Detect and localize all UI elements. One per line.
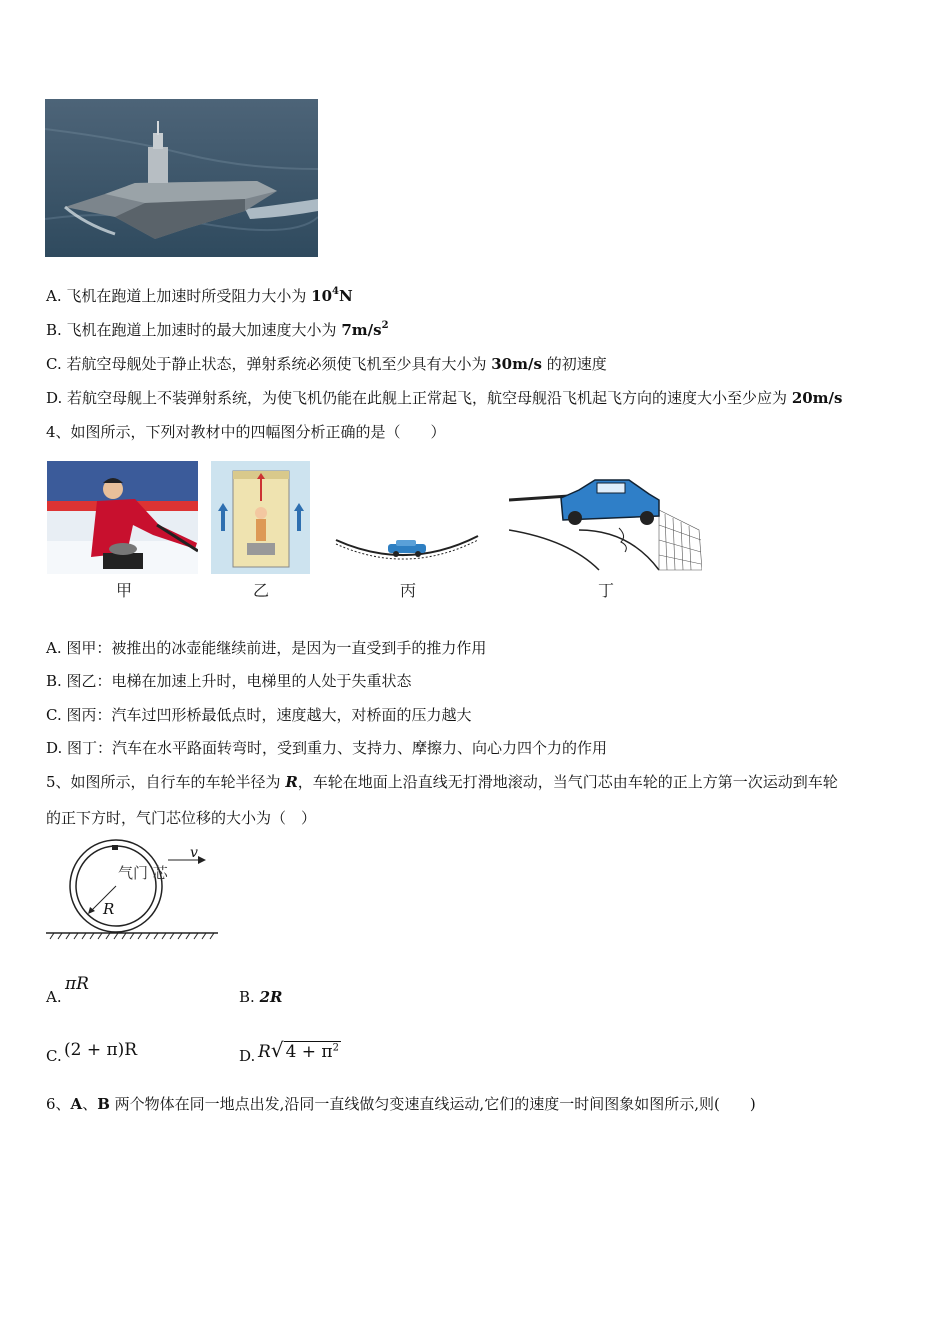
q4-option-d: D. 图丁：汽车在水平路面转弯时，受到重力、支持力、摩擦力、向心力四个力的作用 xyxy=(46,739,608,757)
q3-option-d: D. 若航空母舰上不装弹射系统，为使飞机仍能在此舰上正常起飞，航空母舰沿飞机起飞方向的速度大小至少应为 20m/s xyxy=(46,389,843,407)
q5-option-c-math: (2 + π)R xyxy=(64,1040,138,1060)
q5-stem-line1: 5、如图所示，自行车的车轮半径为 R，车轮在地面上沿直线无打滑地滚动，当气门芯由车轮的正上方第一次运动到车轮 xyxy=(46,773,838,791)
elevator-figure xyxy=(211,461,310,574)
q3-option-b: B. 飞机在跑道上加速时的最大加速度大小为 $7m/s^2$ xyxy=(46,320,389,339)
q4-stem: 4、如图所示，下列对教材中的四幅图分析正确的是（ ） xyxy=(46,423,446,441)
q4-option-c: C. 图丙：汽车过凹形桥最低点时，速度越大，对桥面的压力越大 xyxy=(46,706,472,724)
q4-option-a: A. 图甲：被推出的冰壶能继续前进，是因为一直受到手的推力作用 xyxy=(46,639,487,657)
radius-label: R xyxy=(103,900,115,918)
valve-core-label: 气门 芯 xyxy=(118,864,168,882)
concave-bridge-figure xyxy=(334,530,480,566)
q3-option-a: A. 飞机在跑道上加速时所受阻力大小为 $10^4N$ xyxy=(46,286,353,305)
q5-option-d-math: R√ $4 + \pi^2$ xyxy=(258,1038,339,1062)
caption-jia: 甲 xyxy=(116,581,133,600)
caption-bing: 丙 xyxy=(400,581,417,600)
q5-option-a-math: πR xyxy=(65,974,89,994)
caption-yi: 乙 xyxy=(253,581,270,600)
car-turning-figure xyxy=(509,470,702,574)
velocity-label: v xyxy=(190,845,198,861)
q5-option-a-label: A. xyxy=(46,988,62,1006)
q5-option-c-label: C. xyxy=(46,1047,62,1065)
curling-figure xyxy=(47,461,198,574)
q4-option-b: B. 图乙：电梯在加速上升时，电梯里的人处于失重状态 xyxy=(46,672,412,690)
aircraft-carrier-photo xyxy=(45,99,318,257)
q5-option-b: B. 2R xyxy=(239,988,283,1006)
q5-stem-line2: 的正下方时，气门芯位移的大小为（ ） xyxy=(46,809,317,827)
q3-option-c: C. 若航空母舰处于静止状态，弹射系统必须使飞机至少具有大小为 30m/s 的初速度 xyxy=(46,355,607,373)
caption-ding: 丁 xyxy=(598,581,615,600)
q6-stem: 6、A、B 两个物体在同一地点出发,沿同一直线做匀变速直线运动,它们的速度一时间图象如图所示,则( ) xyxy=(46,1095,756,1113)
q5-option-d-label: D. xyxy=(239,1047,256,1065)
